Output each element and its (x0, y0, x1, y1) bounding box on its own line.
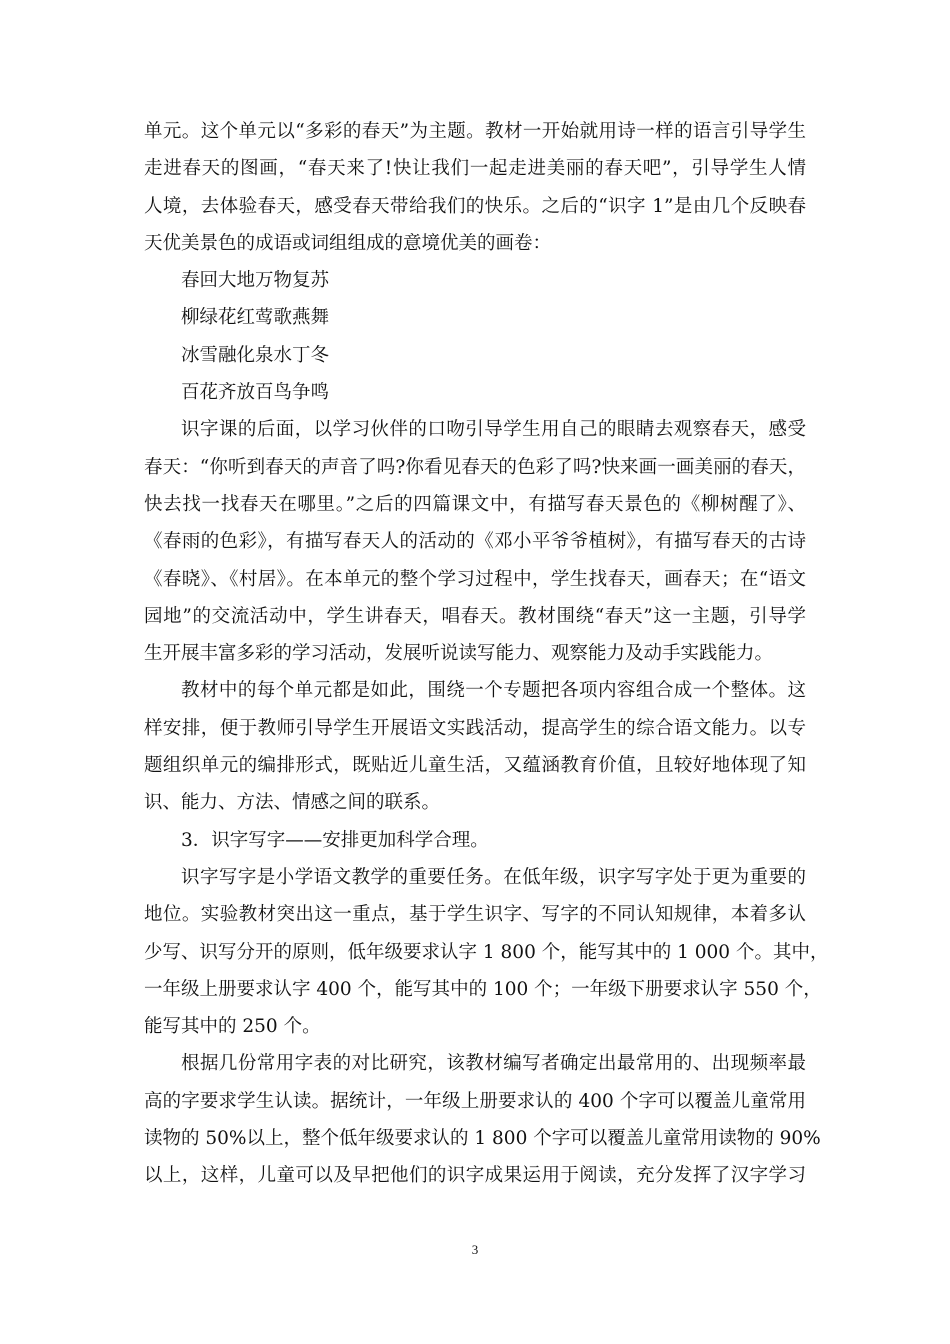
text-line: 样安排，便于教师引导学生开展语文实践活动，提高学生的综合语文能力。以专 (144, 717, 806, 739)
text-line: 根据几份常用字表的对比研究，该教材编写者确定出最常用的、出现频率最 (181, 1053, 806, 1075)
text-line: 题组织单元的编排形式，既贴近儿童生活，又蕴涵教育价值，且较好地体现了知 (144, 755, 806, 777)
paragraph (144, 411, 806, 672)
text-line: 园地”的交流活动中，学生讲春天，唱春天。教材围绕“春天”这一主题，引导学 (144, 605, 806, 627)
text-line: 少写、识写分开的原则，低年级要求认字 1 800 个，能写其中的 1 000 个。其中， (144, 941, 829, 963)
paragraph (144, 822, 806, 859)
text-line: 3．识字写字——安排更加科学合理。 (181, 829, 489, 851)
text-line: 读物的 50%以上，整个低年级要求认的 1 800 个字可以覆盖儿童常用读物的 90% (144, 1128, 821, 1150)
text-line: 春天：“你听到春天的声音了吗?你看见春天的色彩了吗?快来画一画美丽的春天， (144, 456, 806, 478)
text-line: 能写其中的 250 个。 (144, 1016, 321, 1038)
paragraph (144, 1045, 821, 1194)
text-line: 高的字要求学生认读。据统计，一年级上册要求认的 400 个字可以覆盖儿童常用 (144, 1090, 806, 1112)
page-number: 3 (471, 1242, 479, 1257)
text-line: 快去找一找春天在哪里。”之后的四篇课文中，有描写春天景色的《柳树醒了》、 (144, 493, 806, 515)
paragraph (144, 113, 806, 262)
text-line: 一年级上册要求认字 400 个，能写其中的 100 个；一年级下册要求认字 550 个， (144, 978, 822, 1000)
paragraph (144, 672, 806, 821)
text-line: 《春晓》、《村居》。在本单元的整个学习过程中，学生找春天，画春天；在“语文 (144, 568, 806, 590)
text-line: 单元。这个单元以“多彩的春天”为主题。教材一开始就用诗一样的语言引导学生 (144, 121, 806, 142)
text-line: 走进春天的图画，“春天来了!快让我们一起走进美丽的春天吧”，引导学生人情 (144, 158, 806, 180)
text-line: 以上，这样，儿童可以及早把他们的识字成果运用于阅读，充分发挥了汉字学习 (144, 1165, 806, 1187)
text-line: 教材中的每个单元都是如此，围绕一个专题把各项内容组合成一个整体。这 (181, 680, 806, 702)
paragraph (144, 299, 806, 336)
paragraph (144, 859, 829, 1045)
text-line: 《春雨的色彩》，有描写春天人的活动的《邓小平爷爷植树》，有描写春天的古诗 (144, 531, 806, 553)
text-line: 冰雪融化泉水丁冬 (181, 344, 330, 366)
text-line: 人境，去体验春天，感受春天带给我们的快乐。之后的“识字 1”是由几个反映春 (144, 195, 806, 217)
text-line: 识、能力、方法、情感之间的联系。 (144, 792, 441, 814)
text-line: 识字写字是小学语文教学的重要任务。在低年级，识字写字处于更为重要的 (181, 866, 806, 888)
paragraph (144, 374, 806, 411)
paragraph (144, 337, 806, 374)
body-text (144, 113, 829, 1195)
text-line: 百花齐放百鸟争鸣 (181, 382, 330, 404)
text-line: 生开展丰富多彩的学习活动，发展听说读写能力、观察能力及动手实践能力。 (144, 643, 774, 665)
paragraph (144, 262, 806, 299)
text-line: 春回大地万物复苏 (181, 270, 330, 292)
text-line: 识字课的后面，以学习伙伴的口吻引导学生用自己的眼睛去观察春天，感受 (181, 419, 806, 441)
text-line: 柳绿花红莺歌燕舞 (181, 307, 330, 329)
text-line: 地位。实验教材突出这一重点，基于学生识字、写字的不同认知规律，本着多认 (144, 904, 806, 926)
text-line: 天优美景色的成语或词组组成的意境优美的画卷： (144, 232, 552, 254)
